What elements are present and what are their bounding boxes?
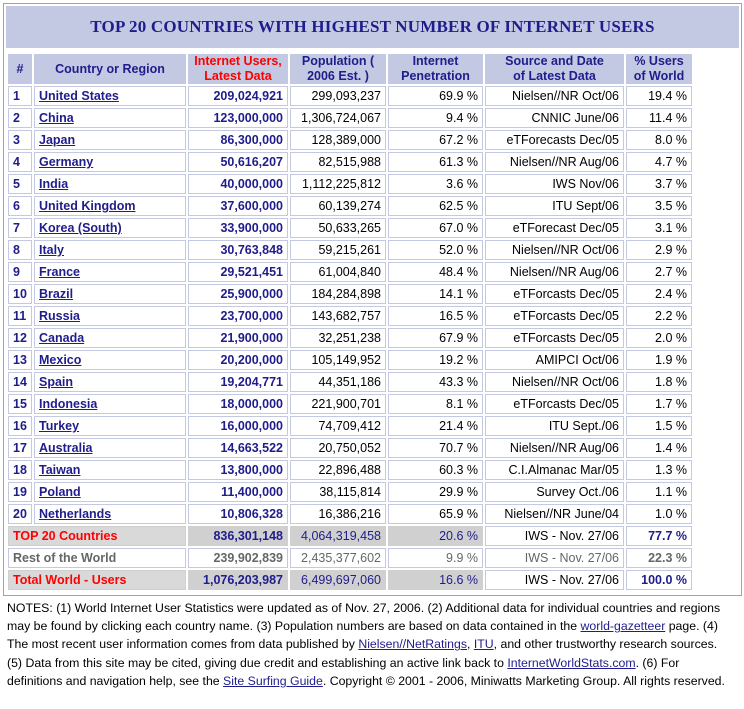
- top20-row: [8, 526, 692, 546]
- users-cell: 10,806,328: [188, 504, 288, 524]
- rank-cell: 19: [8, 482, 32, 502]
- users-cell: 18,000,000: [188, 394, 288, 414]
- country-cell[interactable]: [34, 86, 186, 106]
- total-penetration: 16.6 %: [388, 570, 483, 590]
- country-link[interactable]: Korea (South): [39, 221, 122, 235]
- rank-cell: 6: [8, 196, 32, 216]
- country-link[interactable]: Netherlands: [39, 507, 112, 521]
- share-cell: 4.7 %: [626, 152, 692, 172]
- header-share-label: % Users of World: [633, 54, 685, 83]
- population-cell: 221,900,701: [290, 394, 386, 414]
- penetration-cell: 70.7 %: [388, 438, 483, 458]
- country-cell[interactable]: [34, 482, 186, 502]
- penetration-cell: 69.9 %: [388, 86, 483, 106]
- penetration-cell: 8.1 %: [388, 394, 483, 414]
- country-cell[interactable]: [34, 284, 186, 304]
- header-penetration: [388, 54, 483, 84]
- source-cell: Nielsen//NR Aug/06: [485, 438, 624, 458]
- notes-text-1: NOTES: (1) World Internet User Statistics were updated as of Nov. 27, 2006. (2) Additional data for individual countries and regions may be found by clicking each country name. (3) Population numbers are based on data contained in the: [7, 601, 721, 634]
- source-cell: eTForcasts Dec/05: [485, 306, 624, 326]
- penetration-cell: 48.4 %: [388, 262, 483, 282]
- penetration-cell: 67.2 %: [388, 130, 483, 150]
- total-population: 2,435,377,602: [290, 548, 386, 568]
- table-row: [8, 130, 692, 150]
- header-source-label: Source and Date of Latest Data: [505, 54, 604, 83]
- source-cell: Survey Oct./06: [485, 482, 624, 502]
- rank-cell: 15: [8, 394, 32, 414]
- users-cell: 50,616,207: [188, 152, 288, 172]
- users-cell: 23,700,000: [188, 306, 288, 326]
- users-cell: 86,300,000: [188, 130, 288, 150]
- table-row: [8, 438, 692, 458]
- users-cell: 11,400,000: [188, 482, 288, 502]
- header-num: #: [8, 54, 32, 84]
- share-cell: 2.9 %: [626, 240, 692, 260]
- rank-cell: 5: [8, 174, 32, 194]
- source-cell: CNNIC June/06: [485, 108, 624, 128]
- rank-cell: 17: [8, 438, 32, 458]
- country-link[interactable]: Italy: [39, 243, 65, 257]
- users-cell: 14,663,522: [188, 438, 288, 458]
- country-cell[interactable]: [34, 218, 186, 238]
- users-cell: 30,763,848: [188, 240, 288, 260]
- rank-cell: 1: [8, 86, 32, 106]
- source-cell: Nielsen//NR Oct/06: [485, 240, 624, 260]
- penetration-cell: 16.5 %: [388, 306, 483, 326]
- penetration-cell: 43.3 %: [388, 372, 483, 392]
- country-cell[interactable]: [34, 174, 186, 194]
- population-cell: 105,149,952: [290, 350, 386, 370]
- penetration-cell: 14.1 %: [388, 284, 483, 304]
- rank-cell: 16: [8, 416, 32, 436]
- source-cell: IWS Nov/06: [485, 174, 624, 194]
- users-cell: 13,800,000: [188, 460, 288, 480]
- population-cell: 44,351,186: [290, 372, 386, 392]
- table-row: [8, 262, 692, 282]
- country-cell[interactable]: [34, 262, 186, 282]
- source-cell: Nielsen//NR Aug/06: [485, 262, 624, 282]
- itu-link[interactable]: ITU: [473, 637, 494, 652]
- users-cell: 33,900,000: [188, 218, 288, 238]
- share-cell: 2.0 %: [626, 328, 692, 348]
- source-cell: Nielsen//NR June/04: [485, 504, 624, 524]
- users-cell: 37,600,000: [188, 196, 288, 216]
- total-population: 6,499,697,060: [290, 570, 386, 590]
- country-link[interactable]: United States: [39, 89, 119, 103]
- share-cell: 3.5 %: [626, 196, 692, 216]
- source-cell: eTForcasts Dec/05: [485, 394, 624, 414]
- country-cell[interactable]: [34, 350, 186, 370]
- penetration-cell: 52.0 %: [388, 240, 483, 260]
- country-link[interactable]: China: [39, 111, 74, 125]
- total-source: IWS - Nov. 27/06: [485, 548, 624, 568]
- nielsen-netratings-link[interactable]: Nielsen//NetRatings: [358, 637, 467, 652]
- population-cell: 1,112,225,812: [290, 174, 386, 194]
- penetration-cell: 67.9 %: [388, 328, 483, 348]
- share-cell: 1.8 %: [626, 372, 692, 392]
- country-cell[interactable]: [34, 394, 186, 414]
- country-link[interactable]: United Kingdom: [39, 199, 136, 213]
- header-share: [626, 54, 692, 84]
- users-cell: 40,000,000: [188, 174, 288, 194]
- users-cell: 16,000,000: [188, 416, 288, 436]
- share-cell: 3.1 %: [626, 218, 692, 238]
- rank-cell: 7: [8, 218, 32, 238]
- header-country: Country or Region: [34, 54, 186, 84]
- source-cell: Nielsen//NR Oct/06: [485, 372, 624, 392]
- rank-cell: 20: [8, 504, 32, 524]
- source-cell: C.I.Almanac Mar/05: [485, 460, 624, 480]
- share-cell: 1.7 %: [626, 394, 692, 414]
- country-link[interactable]: Germany: [39, 155, 94, 169]
- total-penetration: 20.6 %: [388, 526, 483, 546]
- world-gazetteer-link[interactable]: world-gazetteer: [580, 619, 666, 634]
- population-cell: 16,386,216: [290, 504, 386, 524]
- penetration-cell: 9.4 %: [388, 108, 483, 128]
- table-row: [8, 460, 692, 480]
- table-row: [8, 482, 692, 502]
- share-cell: 1.0 %: [626, 504, 692, 524]
- table-row: [8, 372, 692, 392]
- internet-users-table: [6, 52, 694, 592]
- country-link[interactable]: Indonesia: [39, 397, 98, 411]
- source-cell: ITU Sept./06: [485, 416, 624, 436]
- share-cell: 1.1 %: [626, 482, 692, 502]
- population-cell: 1,306,724,067: [290, 108, 386, 128]
- penetration-cell: 62.5 %: [388, 196, 483, 216]
- share-cell: 2.4 %: [626, 284, 692, 304]
- header-source: [485, 54, 624, 84]
- population-cell: 143,682,757: [290, 306, 386, 326]
- population-cell: 38,115,814: [290, 482, 386, 502]
- notes-text-2: page. (4) The most recent user information comes from data published by: [7, 619, 718, 652]
- penetration-cell: 21.4 %: [388, 416, 483, 436]
- country-cell[interactable]: [34, 328, 186, 348]
- country-cell[interactable]: [34, 130, 186, 150]
- notes-paragraph: [7, 599, 731, 690]
- total-label: TOP 20 Countries: [8, 526, 186, 546]
- rank-cell: 13: [8, 350, 32, 370]
- penetration-cell: 29.9 %: [388, 482, 483, 502]
- country-cell[interactable]: [34, 438, 186, 458]
- rank-cell: 4: [8, 152, 32, 172]
- total-penetration: 9.9 %: [388, 548, 483, 568]
- notes-text-3: ,: [467, 637, 474, 652]
- country-link[interactable]: India: [39, 177, 69, 191]
- users-cell: 19,204,771: [188, 372, 288, 392]
- rank-cell: 8: [8, 240, 32, 260]
- population-cell: 128,389,000: [290, 130, 386, 150]
- notes-text-5: . (6) For definitions and navigation help, see the: [7, 655, 680, 688]
- population-cell: 60,139,274: [290, 196, 386, 216]
- country-cell[interactable]: [34, 504, 186, 524]
- country-cell[interactable]: [34, 416, 186, 436]
- users-cell: 25,900,000: [188, 284, 288, 304]
- stats-table-frame: [3, 3, 742, 596]
- table-row: [8, 240, 692, 260]
- penetration-cell: 67.0 %: [388, 218, 483, 238]
- source-cell: Nielsen//NR Oct/06: [485, 86, 624, 106]
- country-link[interactable]: Spain: [39, 375, 74, 389]
- share-cell: 1.4 %: [626, 438, 692, 458]
- total-share: 100.0 %: [626, 570, 692, 590]
- table-row: [8, 174, 692, 194]
- country-link[interactable]: Japan: [39, 133, 76, 147]
- rank-cell: 9: [8, 262, 32, 282]
- country-link[interactable]: Australia: [39, 441, 93, 455]
- population-cell: 20,750,052: [290, 438, 386, 458]
- users-cell: 21,900,000: [188, 328, 288, 348]
- table-row: [8, 196, 692, 216]
- users-cell: 123,000,000: [188, 108, 288, 128]
- population-cell: 22,896,488: [290, 460, 386, 480]
- table-row: [8, 504, 692, 524]
- total-share: 77.7 %: [626, 526, 692, 546]
- share-cell: 3.7 %: [626, 174, 692, 194]
- users-cell: 29,521,451: [188, 262, 288, 282]
- source-cell: eTForecasts Dec/05: [485, 130, 624, 150]
- penetration-cell: 61.3 %: [388, 152, 483, 172]
- country-cell[interactable]: [34, 196, 186, 216]
- population-cell: 184,284,898: [290, 284, 386, 304]
- share-cell: 19.4 %: [626, 86, 692, 106]
- country-cell[interactable]: [34, 306, 186, 326]
- population-cell: 82,515,988: [290, 152, 386, 172]
- table-title: TOP 20 COUNTRIES WITH HIGHEST NUMBER OF INTERNET USERS: [6, 6, 739, 48]
- header-population: [290, 54, 386, 84]
- share-cell: 8.0 %: [626, 130, 692, 150]
- country-link[interactable]: Mexico: [39, 353, 82, 367]
- rank-cell: 2: [8, 108, 32, 128]
- table-row: [8, 328, 692, 348]
- country-cell[interactable]: [34, 152, 186, 172]
- share-cell: 1.3 %: [626, 460, 692, 480]
- source-cell: Nielsen//NR Aug/06: [485, 152, 624, 172]
- source-cell: eTForecast Dec/05: [485, 218, 624, 238]
- share-cell: 11.4 %: [626, 108, 692, 128]
- header-penetration-label: Internet Penetration: [401, 54, 470, 83]
- share-cell: 1.9 %: [626, 350, 692, 370]
- notes-text-4: , and other trustworthy research sources. (5) Data from this site may be cited, giving due credit and establishing an active link back to: [7, 637, 718, 670]
- rank-cell: 14: [8, 372, 32, 392]
- header-users: [188, 54, 288, 84]
- table-row: [8, 350, 692, 370]
- total-label: Total World - Users: [8, 570, 186, 590]
- total-source: IWS - Nov. 27/06: [485, 570, 624, 590]
- total-source: IWS - Nov. 27/06: [485, 526, 624, 546]
- source-cell: eTForcasts Dec/05: [485, 284, 624, 304]
- header-population-label: Population ( 2006 Est. ): [301, 54, 375, 83]
- users-cell: 209,024,921: [188, 86, 288, 106]
- total-users: 836,301,148: [188, 526, 288, 546]
- country-link[interactable]: Poland: [39, 485, 81, 499]
- penetration-cell: 60.3 %: [388, 460, 483, 480]
- country-cell[interactable]: [34, 108, 186, 128]
- total-population: 4,064,319,458: [290, 526, 386, 546]
- table-row: [8, 108, 692, 128]
- population-cell: 32,251,238: [290, 328, 386, 348]
- source-cell: eTForcasts Dec/05: [485, 328, 624, 348]
- population-cell: 50,633,265: [290, 218, 386, 238]
- total-world-row: [8, 570, 692, 590]
- total-label: Rest of the World: [8, 548, 186, 568]
- total-share: 22.3 %: [626, 548, 692, 568]
- country-link[interactable]: Turkey: [39, 419, 80, 433]
- header-users-label: Internet Users, Latest Data: [194, 54, 282, 83]
- share-cell: 2.2 %: [626, 306, 692, 326]
- rank-cell: 18: [8, 460, 32, 480]
- penetration-cell: 3.6 %: [388, 174, 483, 194]
- country-cell[interactable]: [34, 372, 186, 392]
- internetworldstats-link[interactable]: InternetWorldStats.com: [507, 655, 636, 670]
- population-cell: 59,215,261: [290, 240, 386, 260]
- table-row: [8, 394, 692, 414]
- site-surfing-guide-link[interactable]: Site Surfing Guide: [223, 673, 323, 688]
- country-cell[interactable]: [34, 460, 186, 480]
- total-users: 1,076,203,987: [188, 570, 288, 590]
- table-row: [8, 86, 692, 106]
- rank-cell: 3: [8, 130, 32, 150]
- country-cell[interactable]: [34, 240, 186, 260]
- population-cell: 61,004,840: [290, 262, 386, 282]
- table-row: [8, 218, 692, 238]
- notes-text-6: . Copyright © 2001 - 2006, Miniwatts Marketing Group. All rights reserved.: [322, 673, 725, 688]
- table-row: [8, 416, 692, 436]
- country-link[interactable]: Taiwan: [39, 463, 81, 477]
- share-cell: 1.5 %: [626, 416, 692, 436]
- rank-cell: 12: [8, 328, 32, 348]
- table-row: [8, 284, 692, 304]
- header-row: [8, 54, 692, 84]
- users-cell: 20,200,000: [188, 350, 288, 370]
- share-cell: 2.7 %: [626, 262, 692, 282]
- country-link[interactable]: Russia: [39, 309, 80, 323]
- source-cell: AMIPCI Oct/06: [485, 350, 624, 370]
- population-cell: 299,093,237: [290, 86, 386, 106]
- rank-cell: 10: [8, 284, 32, 304]
- population-cell: 74,709,412: [290, 416, 386, 436]
- rest-of-world-row: [8, 548, 692, 568]
- source-cell: ITU Sept/06: [485, 196, 624, 216]
- rank-cell: 11: [8, 306, 32, 326]
- table-row: [8, 152, 692, 172]
- penetration-cell: 65.9 %: [388, 504, 483, 524]
- country-link[interactable]: France: [39, 265, 80, 279]
- penetration-cell: 19.2 %: [388, 350, 483, 370]
- total-users: 239,902,839: [188, 548, 288, 568]
- table-row: [8, 306, 692, 326]
- country-link[interactable]: Canada: [39, 331, 85, 345]
- country-link[interactable]: Brazil: [39, 287, 74, 301]
